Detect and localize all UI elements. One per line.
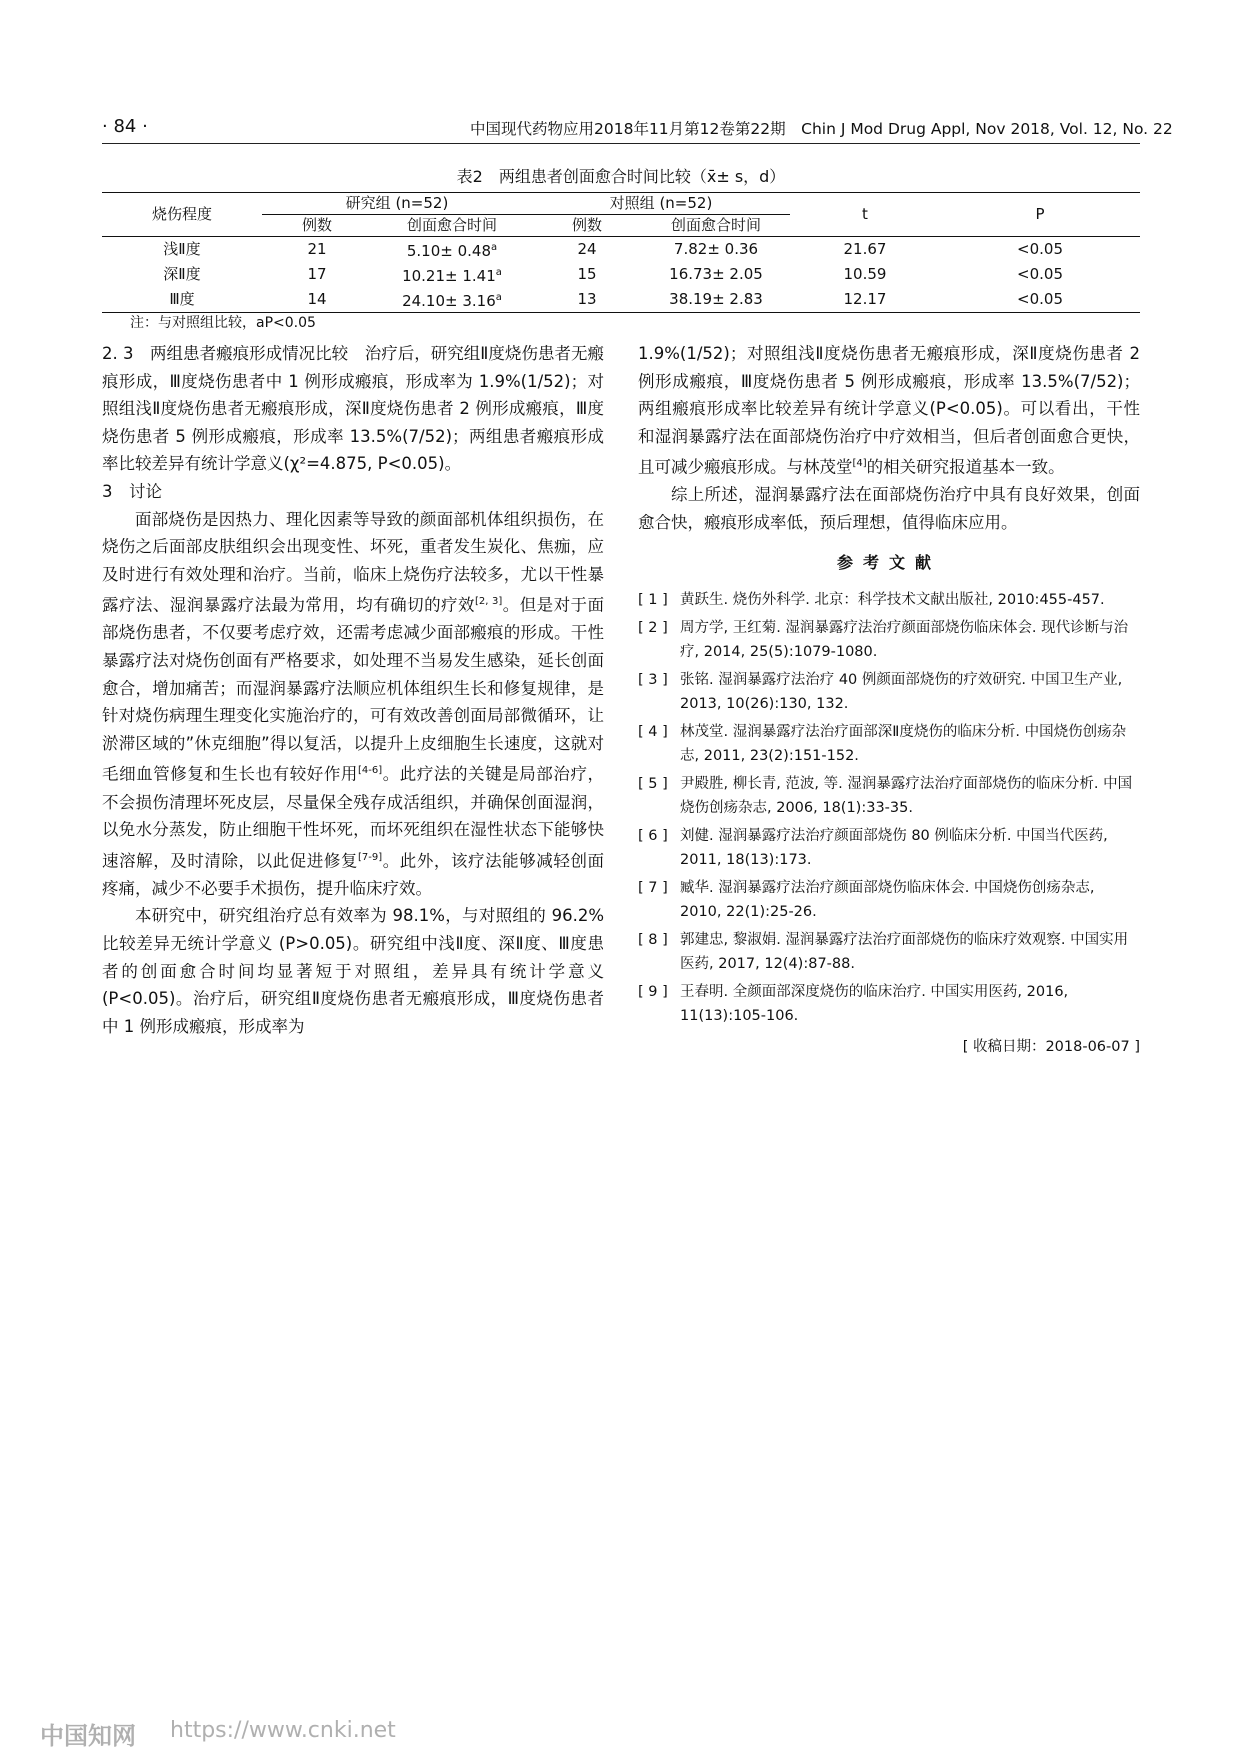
- cell-t: 10.59: [843, 265, 887, 283]
- section-2-3-paragraph: 2. 3 两组患者瘢痕形成情况比较 治疗后，研究组Ⅱ度烧伤患者无瘢痕形成，Ⅲ度烧伤患者中 1 例形成瘢痕，形成率为 1.9%(1/52)；对照组浅Ⅱ度烧伤患者无瘢痕形成，深Ⅱ度烧伤患者 2 例形成瘢痕，Ⅲ度烧伤患者 5 例形成瘢痕，形成率 13.5%(7/52)；两组患者瘢痕形成率比较差异有统计学意义(χ²=4.875, P<0.05)。: [102, 344, 604, 474]
- cell-t2: 16.73± 2.05: [669, 265, 763, 283]
- cell-p: <0.05: [940, 287, 1140, 313]
- reference-item: [ 2 ] 周方学, 王红菊. 湿润暴露疗法治疗颜面部烧伤临床体会. 现代诊断与治疗, 2014, 25(5):1079-1080.: [638, 620, 1129, 661]
- col-degree: 烧伤程度: [102, 193, 262, 237]
- reference-item: [ 1 ] 黄跃生. 烧伤外科学. 北京：科学技术文献出版社, 2010:455-457.: [638, 592, 1105, 609]
- references-heading: 参考文献: [836, 552, 941, 572]
- page-number: · 84 ·: [102, 116, 148, 137]
- discussion-paragraph-1: 面部烧伤是因热力、理化因素等导致的颜面部机体组织损伤，在烧伤之后面部皮肤组织会出现变性、坏死，重者发生炭化、焦痂，应及时进行有效处理和治疗。当前，临床上烧伤疗法较多，尤以干性暴露疗法、湿润暴露疗法最为常用，均有确切的疗效[2, 3]。但是对于面部烧伤患者，不仅要考虑疗效，还需考虑减少面部瘢痕的形成。干性暴露疗法对烧伤创面有严格要求，如处理不当易发生感染，延长创面愈合，增加痛苦；而湿润暴露疗法顺应机体组织生长和修复规律，是针对烧伤病理生理变化实施治疗的，可有效改善创面局部微循环，让淤滞区域的”休克细胞”得以复活，以提升上皮细胞生长速度，这就对毛细血管修复和生长也有较好作用[4-6]。此疗法的关键是局部治疗，不会损伤清理坏死皮层，尽量保全残存成活组织，并确保创面湿润，以免水分蒸发，防止细胞干性坏死，而坏死组织在湿性状态下能够快速溶解，及时清除，以此促进修复[7-9]。此外，该疗法能够减轻创面疼痛，减少不必要手术损伤，提升临床疗效。: [102, 509, 605, 898]
- continued-paragraph: 1.9%(1/52)；对照组浅Ⅱ度烧伤患者无瘢痕形成，深Ⅱ度烧伤患者 2 例形成瘢痕，Ⅲ度烧伤患者 5 例形成瘢痕，形成率 13.5%(7/52)；两组瘢痕形成率比较差异有统计学意义(P<0.05)。可以看出，干性和湿润暴露疗法在面部烧伤治疗中疗效相当，但后者创面愈合更快，且可减少瘢痕形成。与林茂堂[4]的相关研究报道基本一致。: [638, 344, 1140, 477]
- col-time-control: 创面愈合时间: [642, 215, 790, 237]
- reference-item: [ 5 ] 尹殿胜, 柳长青, 范波, 等. 湿润暴露疗法治疗面部烧伤的临床分析. 中国烧伤创疡杂志, 2006, 18(1):33-35.: [638, 776, 1133, 817]
- cell-n1: 14: [262, 287, 372, 313]
- reference-item: [ 6 ] 刘健. 湿润暴露疗法治疗颜面部烧伤 80 例临床分析. 中国当代医药, 2011, 18(13):173.: [638, 828, 1108, 869]
- citation: [2, 3]: [474, 596, 503, 608]
- header-rule: [102, 143, 1140, 144]
- section-3-heading: 3 讨论: [102, 481, 162, 501]
- cell-t: 21.67: [843, 240, 887, 258]
- reference-item: [ 8 ] 郭建忠, 黎淑娟. 湿润暴露疗法治疗面部烧伤的临床疗效观察. 中国实用医药, 2017, 12(4):87-88.: [638, 932, 1129, 973]
- cell-n2: 13: [532, 287, 642, 313]
- cell-n1: 21: [307, 240, 327, 258]
- left-column: [102, 340, 604, 1040]
- citation: [4]: [852, 458, 867, 470]
- table-row: [102, 262, 1140, 287]
- col-p: P: [940, 193, 1140, 237]
- received-date: [ 收稿日期：2018-06-07 ]: [962, 1039, 1140, 1056]
- table-row: [102, 237, 1140, 263]
- citation: [4-6]: [358, 765, 383, 777]
- results-table: [102, 192, 1140, 313]
- reference-item: [ 9 ] 王春明. 全颜面部深度烧伤的临床治疗. 中国实用医药, 2016, 11(13):105-106.: [638, 984, 1069, 1025]
- cell-n2: 24: [577, 240, 597, 258]
- conclusion-paragraph: 综上所述，湿润暴露疗法在面部烧伤治疗中具有良好效果，创面愈合快，瘢痕形成率低，预后理想，值得临床应用。: [638, 485, 1140, 533]
- cell-p: <0.05: [1017, 240, 1063, 258]
- reference-list: [638, 588, 1140, 1028]
- cell-degree: 深Ⅱ度: [163, 265, 201, 283]
- cell-t2: 7.82± 0.36: [673, 240, 759, 258]
- table-note: 注：与对照组比较，aP<0.05: [130, 315, 316, 331]
- col-time-study: 创面愈合时间: [372, 215, 532, 237]
- reference-item: [ 3 ] 张铭. 湿润暴露疗法治疗 40 例颜面部烧伤的疗效研究. 中国卫生产业, 2013, 10(26):130, 132.: [638, 672, 1123, 713]
- cell-degree: 浅Ⅱ度: [163, 240, 201, 258]
- cell-t1: 10.21± 1.41$^a$: [402, 267, 502, 285]
- cell-t2: 38.19± 2.83: [642, 287, 790, 313]
- col-cases-study: 例数: [262, 215, 372, 237]
- cell-degree: Ⅲ度: [102, 287, 262, 313]
- col-t: t: [790, 193, 940, 237]
- group-control-header: 对照组 (n=52): [532, 193, 790, 215]
- col-cases-control: 例数: [532, 215, 642, 237]
- cnki-watermark-logo: 中国知网: [40, 1722, 136, 1750]
- cell-n2: 15: [577, 265, 597, 283]
- cell-t1: 24.10± 3.16$^a$: [372, 287, 532, 313]
- cell-n1: 17: [307, 265, 327, 283]
- running-header: 中国现代药物应用2018年11月第12卷第22期 Chin J Mod Drug Appl, Nov 2018, Vol. 12, No. 22: [470, 120, 1173, 138]
- cell-t1: 5.10± 0.48$^a$: [406, 242, 498, 260]
- cnki-watermark-url[interactable]: https://www.cnki.net: [170, 1718, 396, 1743]
- reference-item: [ 4 ] 林茂堂. 湿润暴露疗法治疗面部深Ⅱ度烧伤的临床分析. 中国烧伤创疡杂志, 2011, 23(2):151-152.: [638, 724, 1127, 765]
- group-study-header: 研究组 (n=52): [262, 193, 532, 215]
- cell-p: <0.05: [1017, 265, 1063, 283]
- reference-item: [ 7 ] 臧华. 湿润暴露疗法治疗颜面部烧伤临床体会. 中国烧伤创疡杂志, 2010, 22(1):25-26.: [638, 880, 1095, 921]
- citation: [7-9]: [358, 851, 383, 863]
- table-title: 表2 两组患者创面愈合时间比较（x̄± s，d）: [456, 167, 786, 186]
- table-row: [102, 287, 1140, 313]
- cell-t: 12.17: [790, 287, 940, 313]
- right-column: [638, 340, 1140, 1062]
- discussion-paragraph-2: 本研究中，研究组治疗总有效率为 98.1%，与对照组的 96.2% 比较差异无统计学意义 (P>0.05)。研究组中浅Ⅱ度、深Ⅱ度、Ⅲ度患者的创面愈合时间均显著短于对照组，差异具有统计学意义 (P<0.05)。治疗后，研究组Ⅱ度烧伤患者无瘢痕形成，Ⅲ度烧伤患者中 1 例形成瘢痕，形成率为: [102, 906, 604, 1036]
